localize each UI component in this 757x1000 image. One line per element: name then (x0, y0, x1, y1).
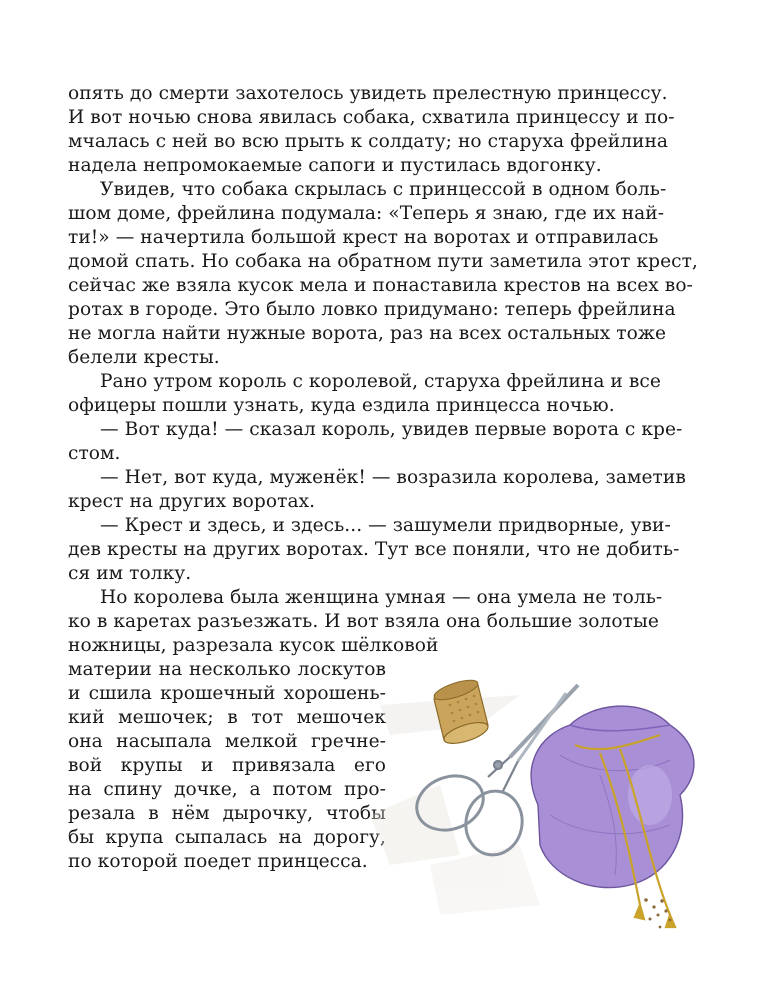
text-line: Но королева была женщина умная — она умела не толь- (100, 587, 663, 608)
illustration (370, 665, 710, 950)
text-line: ротах в городе. Это было ловко придумано: теперь фрейлина (68, 299, 676, 320)
text-line: опять до смерти захотелось увидеть прелестную принцессу. (68, 83, 668, 104)
text-line: крест на других воротах. (68, 491, 316, 512)
text-line: кий мешочек; в тот мешочек (68, 707, 386, 728)
text-line: надела непромокаемые сапоги и пустилась вдогонку. (68, 155, 602, 176)
text-line: дев кресты на других воротах. Тут все поняли, что не добить- (68, 539, 680, 560)
text-line: ся им толку. (68, 563, 192, 584)
silk-pouch (531, 706, 694, 888)
dialogue-line: — Крест и здесь, и здесь... — зашумели придворные, уви- (100, 515, 671, 536)
text-line: не могла найти нужные ворота, раз на всех остальных тоже (68, 323, 667, 344)
text-line: Увидев, что собака скрылась с принцессой в одном боль- (100, 179, 667, 200)
text-line: резала в нём дырочку, чтобы (68, 803, 386, 824)
dialogue-line: — Вот куда! — сказал король, увидев первые ворота с кре- (100, 419, 683, 440)
text-line: и сшила крошечный хорошень- (68, 683, 386, 704)
text-line: материи на несколько лоскутов (68, 659, 386, 680)
text-line: ножницы, разрезала кусок шёлковой (68, 635, 439, 656)
text-line: на спину дочке, а потом про- (68, 779, 386, 800)
text-line: сейчас же взяла кусок мела и понаставила крестов на всех во- (68, 275, 693, 296)
text-line: стом. (68, 443, 121, 464)
text-line: мчалась с ней во всю прыть к солдату; но старуха фрейлина (68, 131, 669, 152)
text-line: бы крупа сыпалась на дорогу, (68, 827, 386, 848)
text-line: ти!» — начертила большой крест на воротах и отправилась (68, 227, 659, 248)
dialogue-line: — Нет, вот куда, муженёк! — возразила королева, заметив (100, 467, 686, 488)
text-line: вой крупы и привязала его (68, 755, 386, 776)
text-line: офицеры пошли узнать, куда ездила принцесса ночью. (68, 395, 615, 416)
text-line: шом доме, фрейлина подумала: «Теперь я знаю, где их най- (68, 203, 665, 224)
text-line: белели кресты. (68, 347, 220, 368)
thimble (432, 676, 490, 747)
text-line: по которой поедет принцесса. (68, 851, 368, 872)
text-line: ко в каретах разъезжать. И вот взяла она большие золотые (68, 611, 659, 632)
text-line: домой спать. Но собака на обратном пути заметила этот крест, (68, 251, 698, 272)
text-line: она насыпала мелкой гречне- (68, 731, 386, 752)
text-line: Рано утром король с королевой, старуха фрейлина и все (100, 371, 661, 392)
text-line: И вот ночью снова явилась собака, схватила принцессу и по- (68, 107, 675, 128)
